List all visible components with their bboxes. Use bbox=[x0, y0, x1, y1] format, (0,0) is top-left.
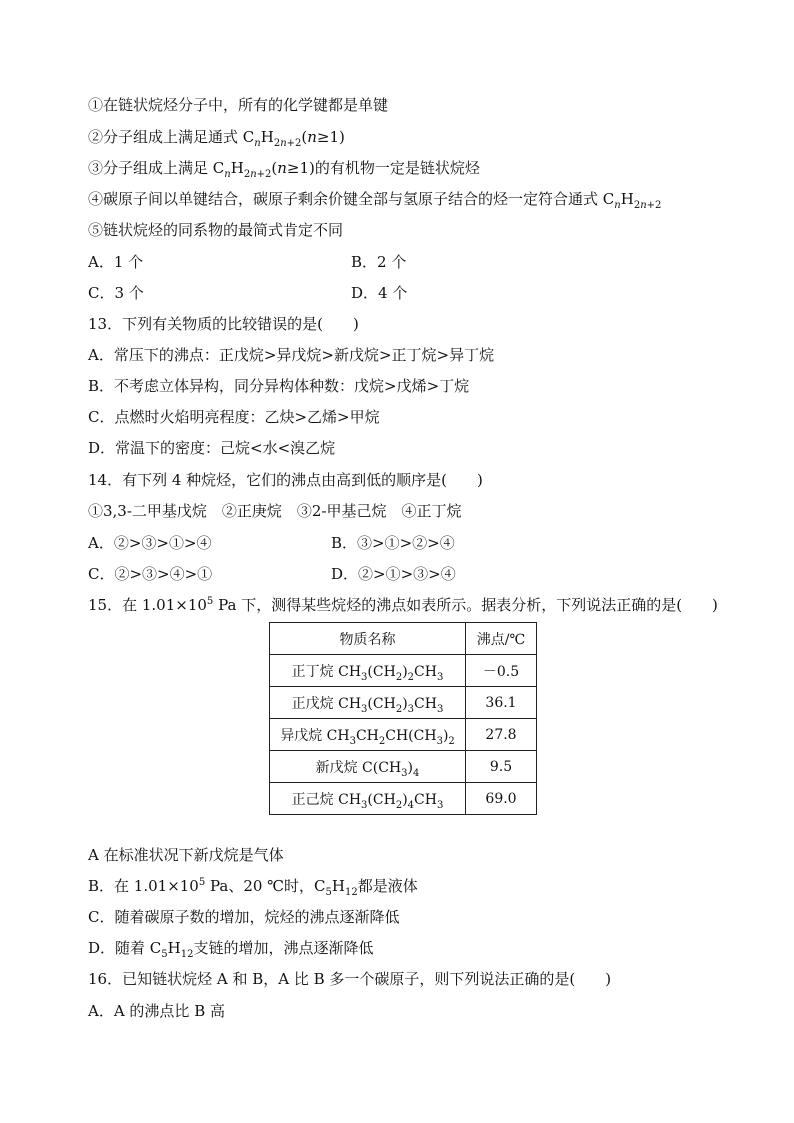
q12-statement-2: ②分子组成上满足通式 $C_nH_{2n+2}(n\ge 1)$ bbox=[88, 128, 345, 149]
q15-option-d[interactable]: D．随着 $C_5H_{12}$支链的增加，沸点逐渐降低 bbox=[88, 939, 374, 960]
table-row: 新戊烷 $C(CH_3)_4$ 9.5 bbox=[270, 751, 537, 783]
q12-statement-1: ①在链状烷烃分子中，所有的化学键都是单键 bbox=[88, 96, 389, 114]
q12-option-b[interactable]: B．2 个 bbox=[351, 253, 407, 271]
q14-option-a[interactable]: A．②>③>①>④ bbox=[88, 534, 212, 552]
q12-option-c[interactable]: C．3 个 bbox=[88, 284, 144, 302]
q15-option-c[interactable]: C．随着碳原子数的增加，烷烃的沸点逐渐降低 bbox=[88, 908, 400, 926]
q12-option-a[interactable]: A．1 个 bbox=[88, 253, 144, 271]
q14-items: ①3,3-二甲基戊烷 ②正庚烷 ③2-甲基己烷 ④正丁烷 bbox=[88, 502, 462, 520]
pentane-formula: $C_5H_{12}$ bbox=[149, 939, 194, 960]
table-row: 异戊烷 $CH_3CH_2CH(CH_3)_2$ 27.8 bbox=[270, 719, 537, 751]
general-formula: $C_nH_{2n+2}(n\ge 1)$ bbox=[242, 128, 345, 149]
table-row: 正戊烷 $CH_3(CH_2)_3CH_3$ 36.1 bbox=[270, 687, 537, 719]
q13-stem: 13．下列有关物质的比较错误的是( ) bbox=[88, 315, 359, 333]
q13-option-d[interactable]: D．常温下的密度：己烷<水<溴乙烷 bbox=[88, 439, 336, 457]
table-header-bp: 沸点/℃ bbox=[466, 623, 537, 655]
q15-stem: 15．在 $1.01\times 10^5$ Pa 下，测得某些烷烃的沸点如表所示。据表分析，下列说法正确的是( ) bbox=[88, 596, 718, 614]
q12-option-d[interactable]: D．4 个 bbox=[351, 284, 408, 302]
q16-stem: 16．已知链状烷烃 A 和 B，A 比 B 多一个碳原子，则下列说法正确的是( ) bbox=[88, 970, 612, 988]
q16-option-a[interactable]: A．A 的沸点比 B 高 bbox=[88, 1002, 225, 1020]
boiling-point-table bbox=[269, 622, 537, 815]
table-row: 正丁烷 $CH_3(CH_2)_2CH_3$ －0.5 bbox=[270, 655, 537, 687]
q15-option-a[interactable]: A 在标准状况下新戊烷是气体 bbox=[88, 846, 284, 864]
q14-option-d[interactable]: D．②>①>③>④ bbox=[331, 565, 456, 583]
general-formula: $C_nH_{2n+2}$ bbox=[602, 190, 662, 211]
table-header-name: 物质名称 bbox=[270, 623, 466, 655]
q13-option-a[interactable]: A．常压下的沸点：正戊烷>异戊烷>新戊烷>正丁烷>异丁烷 bbox=[88, 346, 495, 364]
q14-option-c[interactable]: C．②>③>④>① bbox=[88, 565, 213, 583]
table-row: 正己烷 $CH_3(CH_2)_4CH_3$ 69.0 bbox=[270, 783, 537, 815]
q15-option-b[interactable]: B．在 $1.01\times 10^5$ Pa、20 ℃时，$C_5H_{12}$都是液体 bbox=[88, 877, 418, 898]
q14-option-b[interactable]: B．③>①>②>④ bbox=[331, 534, 455, 552]
q14-stem: 14．有下列 4 种烷烃，它们的沸点由高到低的顺序是( ) bbox=[88, 471, 483, 489]
table-header-row bbox=[270, 623, 537, 655]
q12-statement-5: ⑤链状烷烃的同系物的最简式肯定不同 bbox=[88, 221, 344, 239]
general-formula: $C_nH_{2n+2}(n\ge 1)$ bbox=[212, 159, 315, 180]
q12-statement-4: ④碳原子间以单键结合，碳原子剩余价键全部与氢原子结合的烃一定符合通式 $C_nH_{2n+2}$ bbox=[88, 190, 662, 211]
pentane-formula: $C_5H_{12}$ bbox=[314, 877, 358, 898]
q12-statement-3: ③分子组成上满足 $C_nH_{2n+2}(n\ge 1)$的有机物一定是链状烷烃 bbox=[88, 159, 480, 180]
q13-option-c[interactable]: C．点燃时火焰明亮程度：乙炔>乙烯>甲烷 bbox=[88, 408, 380, 426]
q13-option-b[interactable]: B．不考虑立体异构，同分异构体种数：戊烷>戊烯>丁烷 bbox=[88, 377, 470, 395]
